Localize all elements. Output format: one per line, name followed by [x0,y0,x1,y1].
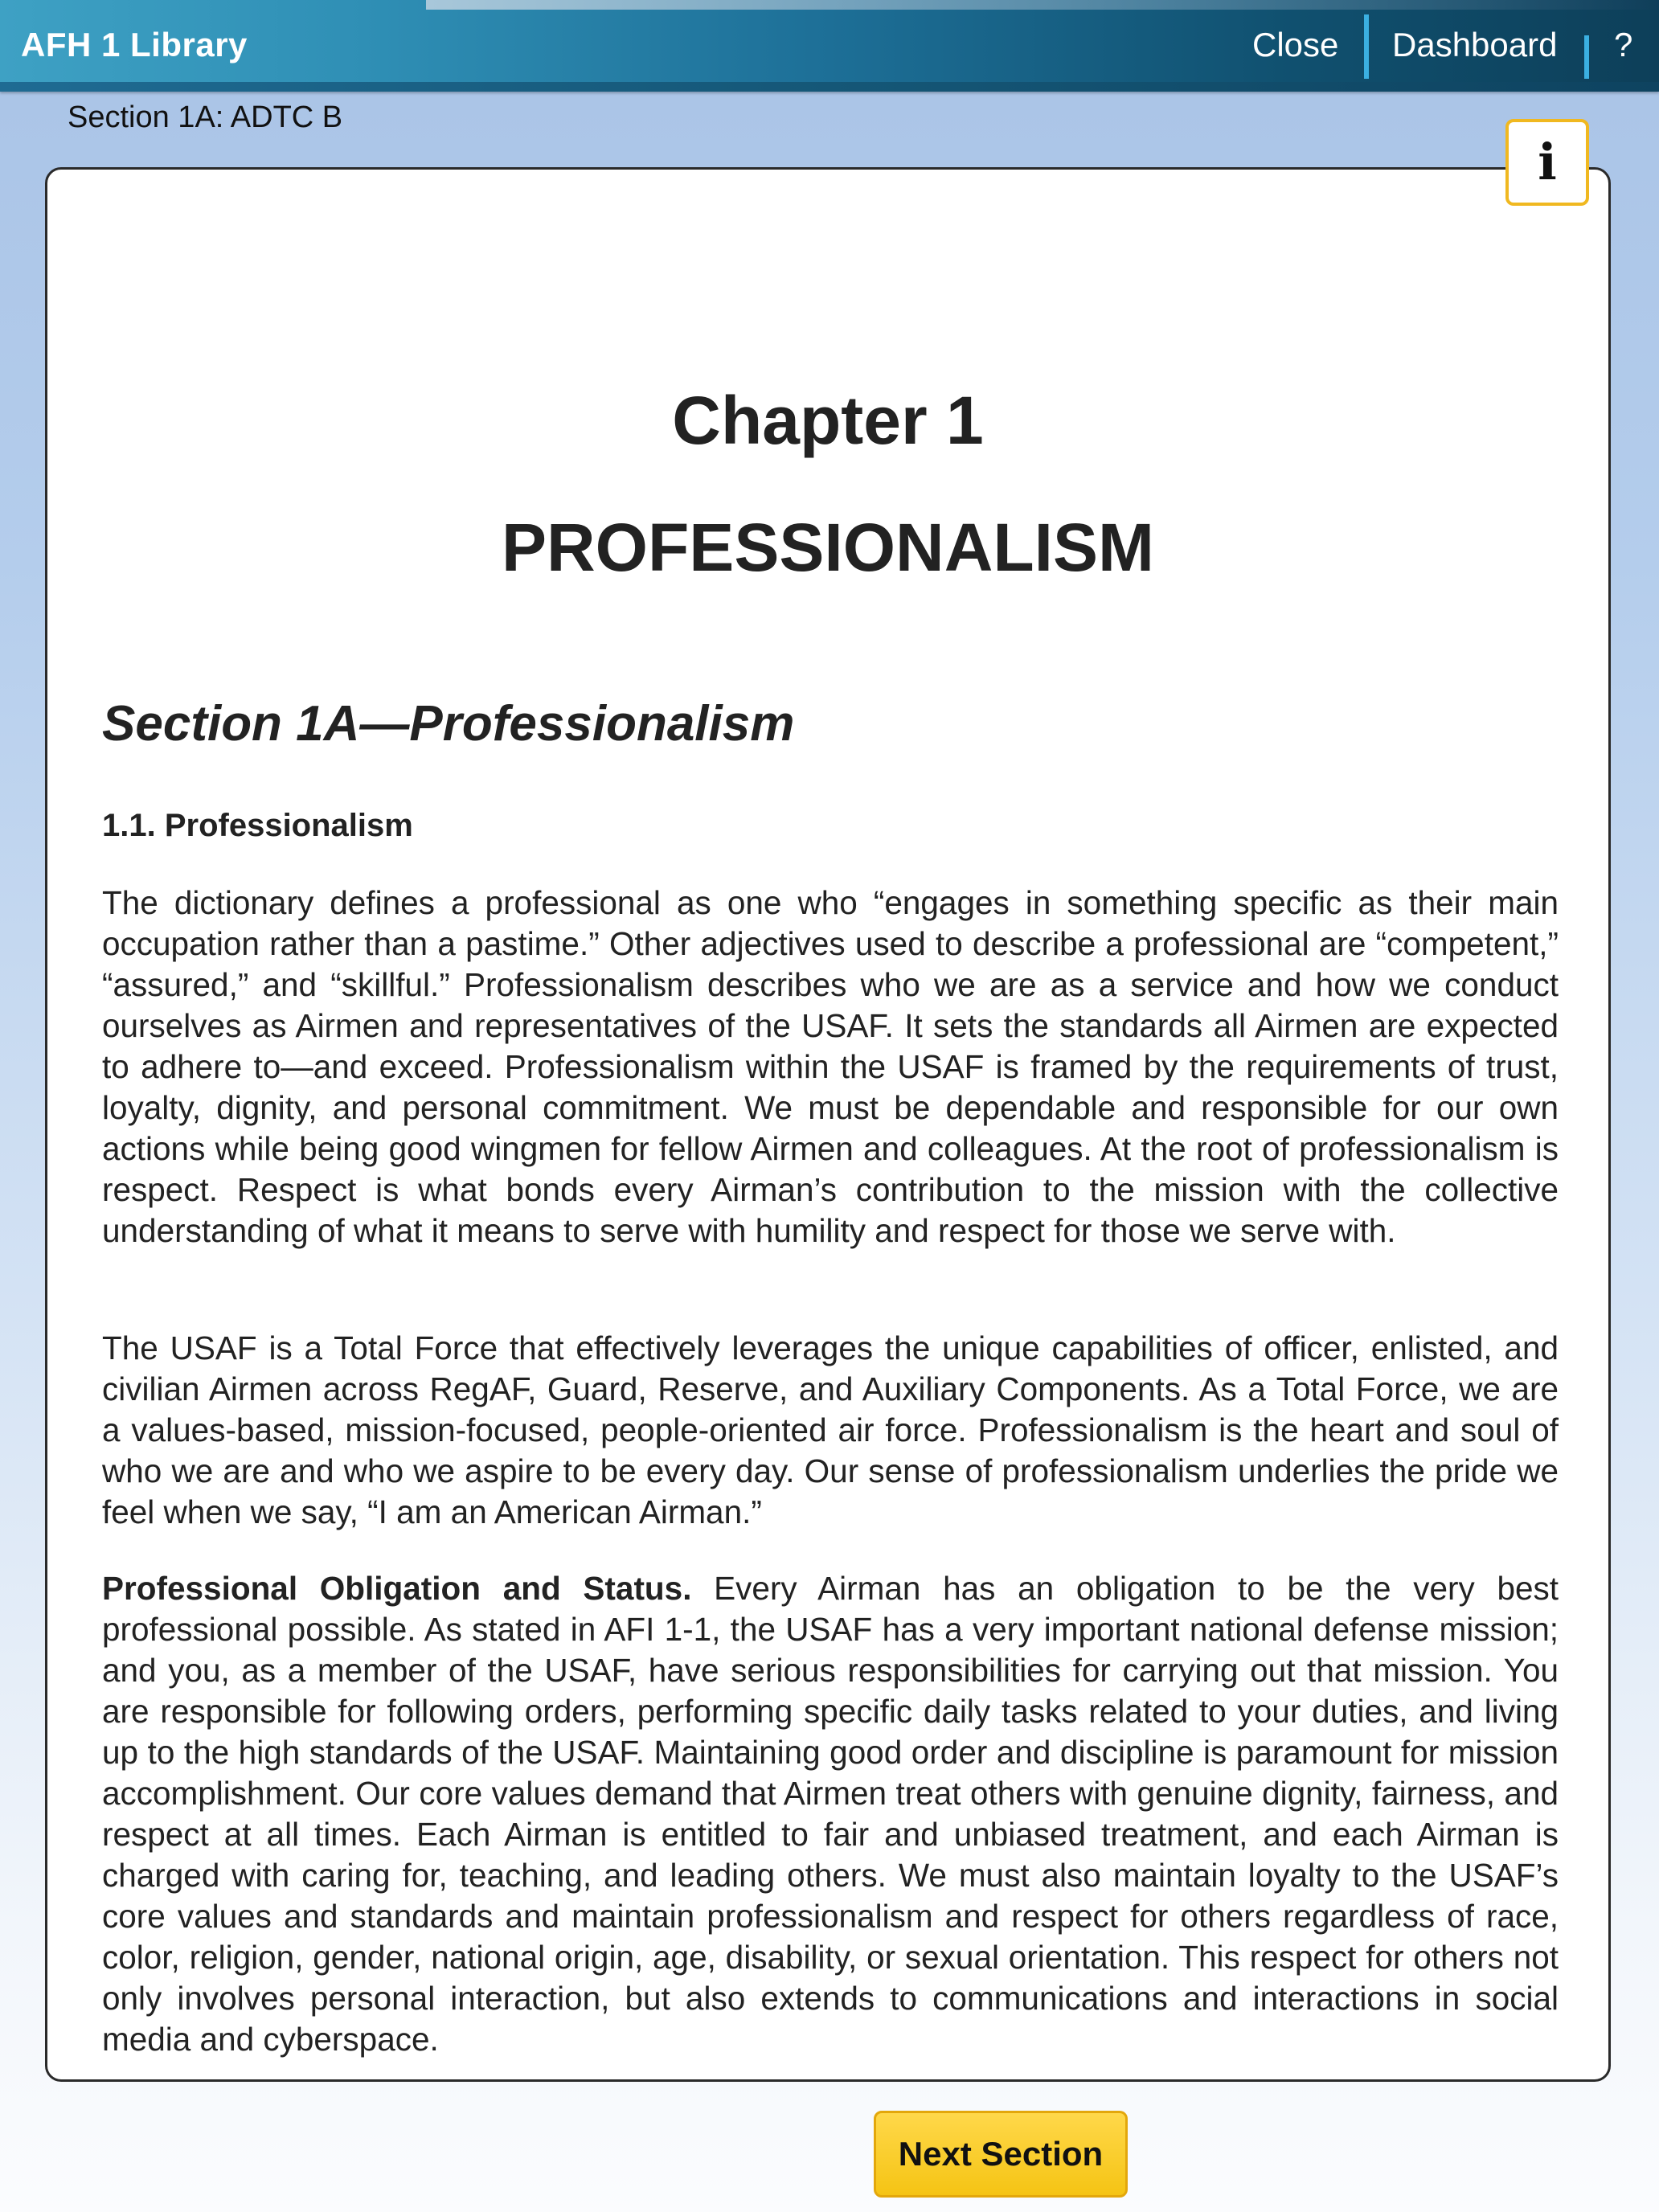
paragraph-3 [102,1568,1559,2060]
info-button[interactable] [1505,119,1589,206]
nav-divider [1584,35,1589,79]
info-icon: i [1538,133,1557,191]
subsection-heading: 1.1. Professionalism [102,808,413,843]
close-button[interactable]: Close [1252,26,1339,63]
chapter-subtitle: PROFESSIONALISM [501,510,1155,585]
top-navigation-bar [0,0,1659,92]
next-section-button[interactable]: Next Section [874,2111,1128,2198]
paragraph-2: The USAF is a Total Force that effectively leverages the unique capabilities of officer, enlisted, and civilian Airmen across RegAF, Guard, Reserve, and Auxiliary Components. As a Total Force, we are a values-based, mission-focused, people-oriented air force. Professionalism is the heart and soul of who we are and who we aspire to be every day. Our sense of professionalism underlies the pride we feel when we say, “I am an American Airman.” [102,1329,1559,1530]
nav-divider [1364,14,1369,79]
breadcrumb: Section 1A: ADTC B [68,100,343,134]
section-heading: Section 1A—Professionalism [102,696,795,752]
topbar-bottom-strip [0,82,1659,92]
chapter-title: Chapter 1 [672,383,984,458]
topbar-highlight [426,0,1659,10]
paragraph-3-body: Every Airman has an obligation to be the very best professional possible. As stated in AFI 1-1, the USAF has a very important national defense mission; and you, as a member of the USAF, have serious responsibilities for carrying out that mission. You are responsible for following orders, performing specific daily tasks related to your duties, and living up to the high standards of the USAF. Maintaining good order and discipline is paramount for mission accomplishment. Our core values demand that Airmen treat others with genuine dignity, fairness, and respect at all times. Each Airman is entitled to fair and unbiased treatment, and each Airman is charged with caring for, teaching, and leading others. We must also maintain loyalty to the USAF’s core values and standards and maintain professionalism and respect for others regardless of race, color, religion, gender, national origin, age, disability, or sexual orientation. This respect for others not only involves personal interaction, but also extends to communications and interactions in social media and cyberspace. [102,1570,1559,2058]
app-title: AFH 1 Library [21,26,248,63]
content-panel[interactable] [45,167,1611,2082]
dashboard-button[interactable]: Dashboard [1392,26,1558,63]
paragraph-3-lead: Professional Obligation and Status. [102,1570,692,1607]
paragraph-1: The dictionary defines a professional as one who “engages in something specific as their main occupation rather than a pastime.” Other adjectives used to describe a professional are “competent,” “assured,” and “skillful.” Professionalism describes who we are as a service and how we conduct ourselves as Airmen and representatives of the USAF. It sets the standards all Airmen are expected to adhere to—and exceed. Professionalism within the USAF is framed by the requirements of trust, loyalty, dignity, and personal commitment. We must be dependable and responsible for our own actions while being good wingmen for fellow Airmen and colleagues. At the root of professionalism is respect. Respect is what bonds every Airman’s contribution to the mission with the collective understanding of what it means to serve with humility and respect for those we serve with. [102,884,1559,1249]
help-button[interactable]: ? [1614,26,1633,63]
